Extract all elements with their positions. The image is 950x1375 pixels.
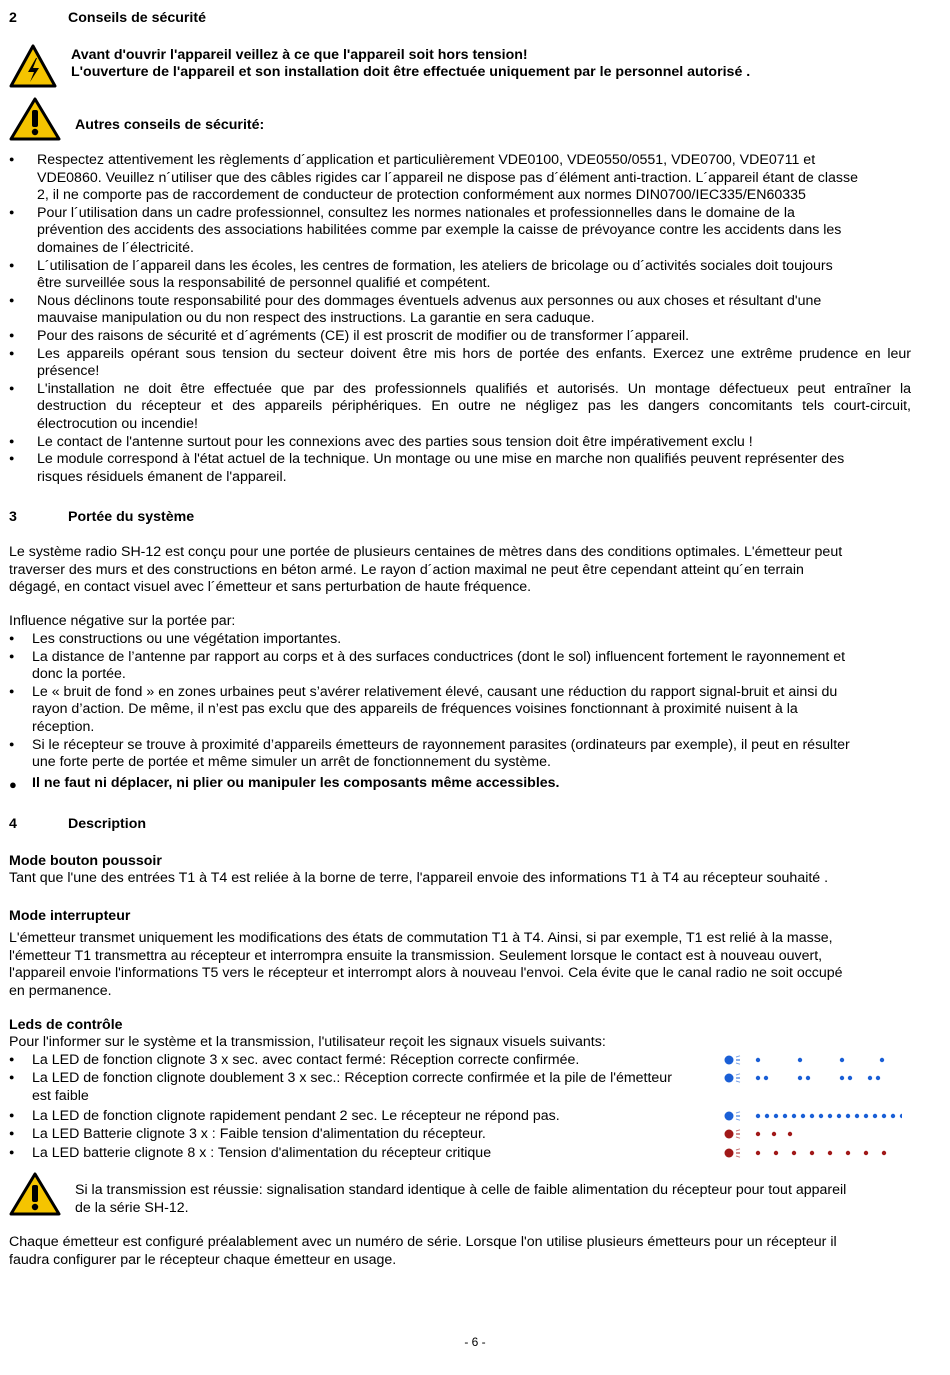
section-4-title: Description (68, 816, 147, 832)
bullet-marker: ● (9, 1072, 15, 1082)
led-description-line: est faible (32, 1087, 89, 1104)
led-blink-dot (772, 1132, 776, 1136)
safety-bullet-line: Respectez attentivement les règlements d´application et particulièrement VDE0100, VDE0550/0551, VDE0700, VDE0711 et (37, 152, 816, 168)
influence-title: Influence négative sur la portée par: (9, 613, 236, 629)
led-blink-dot (837, 1114, 841, 1118)
safety-bullet-line: prévention des accidents des associations habilitées comme par exemple la caisse de prévoyance contre les accidents dans les (37, 222, 842, 239)
led-glow-ray (736, 1063, 740, 1064)
led-icon (725, 1130, 734, 1139)
mode-switch-line: en permanence. (9, 982, 112, 999)
safety-bullet-line: Pour l´utilisation dans un cadre professionnel, consultez les normes nationales et professionnelles dans le domaine de la (37, 204, 795, 221)
led-glow-ray (736, 1112, 740, 1113)
led-blink-dot (819, 1114, 823, 1118)
bullet-marker: ● (9, 330, 15, 340)
mode-switch-line: L'émetteur transmet uniquement les modifications des états de commutation T1 à T4. Ainsi, si par exemple, T1 est relié à la masse, (9, 930, 833, 946)
safety-bullet-line: Nous déclinons toute responsabilité pour des dommages éventuels advenus aux personnes ou aux choses et résultant d'une (37, 292, 822, 309)
led-blink-dot (792, 1151, 796, 1155)
section-4-number: 4 (9, 816, 17, 832)
led-blink-dot (788, 1132, 792, 1136)
safety-bullet-line: risques résiduels émanent de l'appareil. (37, 468, 287, 485)
led-blink-dot (864, 1114, 868, 1118)
led-blink-pattern (722, 1127, 902, 1141)
led-description-line: La LED de fonction clignote rapidement pendant 2 sec. Le récepteur ne répond pas. (32, 1108, 560, 1124)
led-icon (725, 1056, 734, 1065)
section-3-number: 3 (9, 509, 17, 525)
led-blink-dot (848, 1076, 852, 1080)
led-blink-dot (880, 1058, 884, 1062)
led-blink-dot (864, 1151, 868, 1155)
bullet-marker: ● (9, 738, 15, 749)
bullet-marker: ● (9, 154, 15, 164)
led-glow-ray (736, 1056, 740, 1057)
led-description-line: La LED batterie clignote 8 x : Tension d'alimentation du récepteur critique (32, 1145, 492, 1161)
led-blink-dot (756, 1151, 760, 1155)
led-blink-dot (774, 1151, 778, 1155)
led-blink-dot (810, 1151, 814, 1155)
section-3-title: Portée du système (68, 509, 195, 525)
mode-switch-line: l'émetteur T1 transmettra au récepteur et interrompra ensuite la transmission. Seulement lorsque le contact est à nouveau ouvert, (9, 947, 823, 964)
led-blink-dot (891, 1114, 895, 1118)
range-bullet-line: La distance de l’antenne par rapport au corps et à des surfaces conductrices (dont le sol) influencent fortement le rayonnement et (32, 648, 846, 665)
range-bullet-line: donc la portée. (32, 666, 126, 683)
led-blink-dot (798, 1076, 802, 1080)
bullet-marker: ● (9, 453, 15, 464)
leds-intro: Pour l'informer sur le système et la transmission, l'utilisateur reçoit les signaux visuels suivants: (9, 1034, 606, 1050)
exclamation-warning-icon (9, 97, 61, 141)
led-blink-dot (756, 1132, 760, 1136)
led-blink-dot (810, 1114, 814, 1118)
safety-bullet-line: Le module correspond à l'état actuel de la technique. Un montage ou une mise en marche non qualifiés peuvent représenter des (37, 451, 845, 468)
range-bullet-line: Les constructions ou une végétation importantes. (32, 631, 342, 647)
safety-bullet-line: être surveillée sous la responsabilité de personnel qualifié et compétent. (37, 275, 491, 292)
safety-bullet-line: mauvaise manipulation ou du non respect des instructions. La garantie en sera caduque. (37, 310, 595, 327)
led-blink-dot (806, 1076, 810, 1080)
led-blink-dot (783, 1114, 787, 1118)
led-icon (725, 1149, 734, 1158)
exclamation-warning-icon (9, 1172, 61, 1216)
led-blink-dot (756, 1076, 760, 1080)
led-blink-dot (828, 1114, 832, 1118)
led-glow-ray (736, 1130, 740, 1131)
bold-warning-bullet: Il ne faut ni déplacer, ni plier ou manipuler les composants même accessibles. (32, 775, 560, 791)
range-bullet-line: Si le récepteur se trouve à proximité d’appareils émetteurs de rayonnement parasites (ordinateurs par exemple), il peut en résulter (32, 736, 850, 753)
led-blink-dot (882, 1151, 886, 1155)
bullet-marker: ● (9, 382, 15, 393)
led-blink-dot (873, 1114, 877, 1118)
led-blink-dot (801, 1114, 805, 1118)
mode-push-button-text: Tant que l'une des entrées T1 à T4 est reliée à la borne de terre, l'appareil envoie des informations T1 à T4 au récepteur souhaité . (9, 870, 829, 886)
led-blink-dot (882, 1114, 886, 1118)
serial-paragraph-line: faudra configurer par le récepteur chaque émetteur en usage. (9, 1251, 397, 1268)
bullet-marker: ● (9, 685, 15, 696)
led-glow-ray (736, 1074, 740, 1075)
bullet-marker: ● (9, 206, 15, 217)
leds-title: Leds de contrôle (9, 1017, 123, 1033)
bullet-marker: ● (9, 1054, 15, 1064)
safety-bullet-line: 2, il ne comporte pas de raccordement de conducteur de protection conformément aux normes DIN0700/IEC335/EN60335 (37, 187, 806, 204)
led-blink-dot (828, 1151, 832, 1155)
range-paragraph-line: dégagé, en contact visuel avec l´émetteur et sans perturbation de haute fréquence. (9, 579, 532, 596)
warning-line-2: L'ouverture de l'appareil et son installation doit être effectuée uniquement par le personnel autorisé . (71, 64, 751, 80)
led-blink-pattern (722, 1071, 902, 1085)
led-blink-dot (765, 1114, 769, 1118)
section-2-title: Conseils de sécurité (68, 10, 206, 26)
bullet-marker: ● (9, 650, 15, 661)
led-description-line: La LED de fonction clignote doublement 3 x sec.: Réception correcte confirmée et la pile de l'émetteur (32, 1070, 672, 1086)
led-blink-dot (756, 1114, 760, 1118)
range-bullet-line: Le « bruit de fond » en zones urbaines peut s’avérer relativement élevé, causant une réduction du rapport signal-bruit et ainsi du (32, 683, 838, 700)
range-bullet-line: une forte perte de portée et même simuler un arrêt de fonctionnement du système. (32, 754, 551, 771)
range-bullet-line: réception. (32, 719, 95, 735)
led-blink-dot (846, 1151, 850, 1155)
led-blink-pattern (722, 1146, 902, 1160)
bullet-marker: ● (9, 259, 15, 270)
led-glow-ray (736, 1156, 740, 1157)
led-blink-dot (868, 1076, 872, 1080)
led-blink-dot (756, 1058, 760, 1062)
page-number: - 6 - (464, 1335, 486, 1349)
led-glow-ray (736, 1081, 740, 1082)
led-icon (725, 1112, 734, 1121)
led-blink-dot (846, 1114, 850, 1118)
led-icon (725, 1074, 734, 1083)
safety-bullet-line: électrocution ou incendie! (37, 416, 198, 432)
mode-switch-title: Mode interrupteur (9, 908, 131, 924)
led-blink-dot (764, 1076, 768, 1080)
safety-bullet-line: destruction du récepteur et des appareils périphériques. En outre ne négligez pas les dangers concomitants tels court-circuit, (37, 398, 911, 415)
transmission-note-line: Si la transmission est réussie: signalisation standard identique à celle de faible alimentation du récepteur pour tout appareil (75, 1182, 847, 1198)
safety-bullet-line: Pour des raisons de sécurité et d´agréments (CE) il est proscrit de modifier ou de transformer l´appareil. (37, 328, 690, 344)
led-blink-dot (840, 1058, 844, 1062)
led-blink-dot (876, 1076, 880, 1080)
led-blink-pattern (722, 1109, 902, 1123)
safety-bullet-line: présence! (37, 363, 100, 380)
safety-bullet-line: Le contact de l'antenne surtout pour les connexions avec des parties sous tension doit être impérativement exclu ! (37, 433, 753, 450)
serial-paragraph-line: Chaque émetteur est configuré préalablement avec un numéro de série. Lorsque l'on utilise plusieurs émetteurs pour un récepteur il (9, 1234, 837, 1250)
safety-bullet-line: domaines de l´électricité. (37, 240, 194, 256)
led-blink-pattern (722, 1053, 902, 1067)
mode-push-button-title: Mode bouton poussoir (9, 853, 162, 869)
led-glow-ray (736, 1149, 740, 1150)
bullet-marker: ● (9, 294, 15, 305)
high-voltage-warning-icon (9, 44, 57, 88)
safety-bullet-line: L'installation ne doit être effectuée que par des professionnels qualifiés et autorisés. Un montage défectueux peut entraîner la (37, 380, 911, 397)
led-blink-dot (840, 1076, 844, 1080)
led-blink-dot (774, 1114, 778, 1118)
safety-bullet-line: Les appareils opérant sous tension du secteur doivent être mis hors de portée des enfants. Exercez une extrême prudence en leur (37, 345, 911, 362)
led-description-line: La LED Batterie clignote 3 x : Faible tension d'alimentation du récepteur. (32, 1126, 486, 1142)
led-glow-ray (736, 1119, 740, 1120)
bullet-marker: ● (9, 777, 17, 792)
safety-bullet-line: VDE0860. Veuillez n´utiliser que des câbles rigides car l´appareil ne dispose pas d´élément anti-traction. L´appareil étant de classe (37, 169, 858, 186)
other-safety-title: Autres conseils de sécurité: (75, 117, 265, 133)
led-blink-dot (798, 1058, 802, 1062)
range-paragraph-line: Le système radio SH-12 est conçu pour une portée de plusieurs centaines de mètres dans des conditions optimales. L'émetteur peut (9, 544, 843, 560)
transmission-note-line: de la série SH-12. (75, 1199, 189, 1216)
led-blink-dot (900, 1114, 902, 1118)
led-description-line: La LED de fonction clignote 3 x sec. avec contact fermé: Réception correcte confirmée. (32, 1052, 580, 1068)
bullet-marker: ● (9, 1110, 15, 1120)
range-bullet-line: rayon d’action. De même, il n’est pas exclu que des appareils de fréquences voisines fonctionnant à proximité nuisent à la (32, 701, 798, 718)
led-blink-dot (792, 1114, 796, 1118)
bullet-marker: ● (9, 1147, 15, 1157)
bullet-marker: ● (9, 633, 15, 643)
range-paragraph-line: traverser des murs et des constructions en béton armé. Le rayon d´action maximal ne peut être cependant atteint qu´en terrain (9, 561, 804, 578)
bullet-marker: ● (9, 1128, 15, 1138)
safety-bullet-line: L´utilisation de l´appareil dans les écoles, les centres de formation, les ateliers de bricolage ou d´activités sociales doit toujours (37, 257, 833, 274)
section-2-number: 2 (9, 10, 17, 26)
led-glow-ray (736, 1137, 740, 1138)
mode-switch-line: l'appareil envoie l'informations T5 vers le récepteur et interrompt alors à nouveau l'envoi. Cela évite que le canal radio ne soit occupé (9, 965, 843, 982)
bullet-marker: ● (9, 347, 15, 358)
bullet-marker: ● (9, 435, 15, 446)
warning-line-1: Avant d'ouvrir l'appareil veillez à ce que l'appareil soit hors tension! (71, 47, 528, 63)
led-blink-dot (855, 1114, 859, 1118)
